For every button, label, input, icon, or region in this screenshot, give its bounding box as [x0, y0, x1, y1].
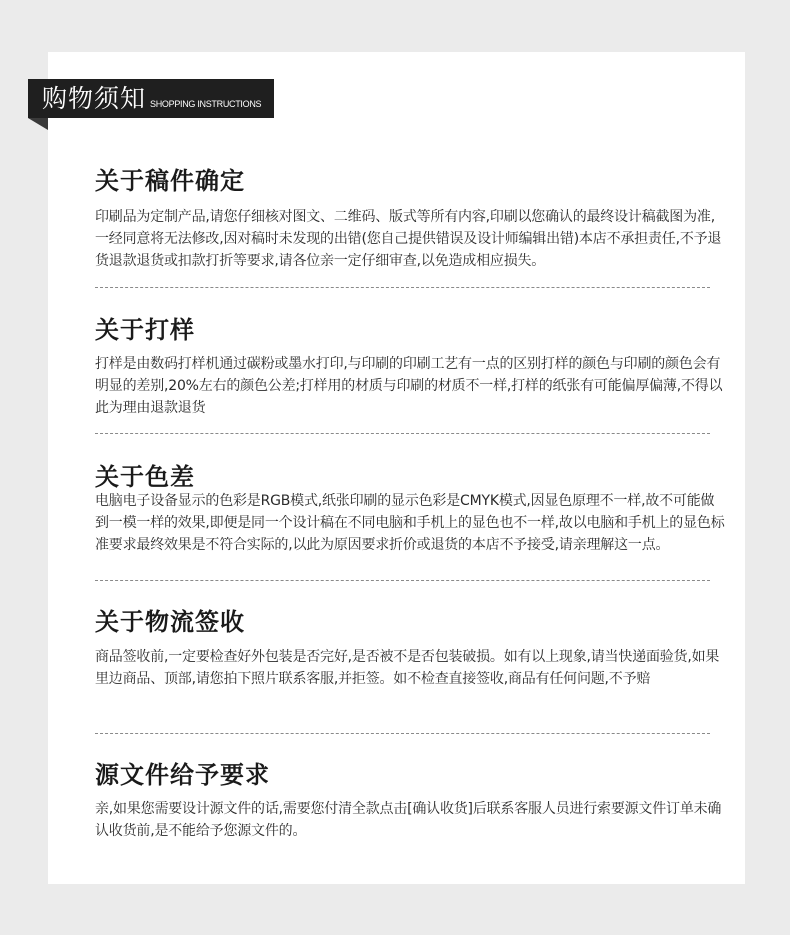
section-title-manuscript-confirmation: 关于稿件确定: [95, 167, 245, 195]
section-body-logistics-receipt: 商品签收前,一定要检查好外包装是否完好,是否被不是否包装破损。如有以上现象,请当快递面验货,如果里边商品、顶部,请您拍下照片联系客服,并拒签。如不检查直接签收,商品有任何问题,不予赔: [95, 649, 720, 687]
section-body-proofing: 打样是由数码打样机通过碳粉或墨水打印,与印刷的印刷工艺有一点的区别打样的颜色与印刷的颜色会有明显的差别,20%左右的颜色公差;打样用的材质与印刷的材质不一样,打样的纸张有可能偏厚偏薄,不得以此为理由退款退货: [95, 356, 723, 416]
section-divider: [95, 733, 710, 734]
section-divider: [95, 580, 710, 581]
section-title-source-files: 源文件给予要求: [95, 761, 270, 789]
section-divider: [95, 287, 710, 288]
section-title-logistics-receipt: 关于物流签收: [95, 608, 245, 636]
section-title-proofing: 关于打样: [95, 316, 195, 344]
section-body-manuscript-confirmation: 印刷品为定制产品,请您仔细核对图文、二维码、版式等所有内容,印刷以您确认的最终设计稿截图为准,一经同意将无法修改,因对稿时未发现的出错(您自己提供错误及设计师编辑出错)本店不承担责任,不予退货退款退货或扣款打折等要求,请各位亲一定仔细审查,以免造成相应损失。: [95, 209, 722, 269]
section-divider: [95, 433, 710, 434]
header-banner: [28, 79, 274, 118]
section-body-color-difference: 电脑电子设备显示的色彩是RGB模式,纸张印刷的显示色彩是CMYK模式,因显色原理不一样,故不可能做到一模一样的效果,即便是同一个设计稿在不同电脑和手机上的显色也不一样,故以电脑和手机上的显色标准要求最终效果是不符合实际的,以此为原因要求折价或退货的本店不予接受,请亲理解这一点。: [95, 493, 725, 553]
banner-fold-decoration: [28, 118, 48, 130]
section-body-source-files: 亲,如果您需要设计源文件的话,需要您付清全款点击[确认收货]后联系客服人员进行索要源文件订单未确认收货前,是不能给予您源文件的。: [95, 801, 722, 839]
banner-title: 购物须知: [42, 84, 147, 113]
banner-subtitle: SHOPPING INSTRUCTIONS: [150, 98, 262, 109]
section-title-color-difference: 关于色差: [95, 463, 195, 491]
